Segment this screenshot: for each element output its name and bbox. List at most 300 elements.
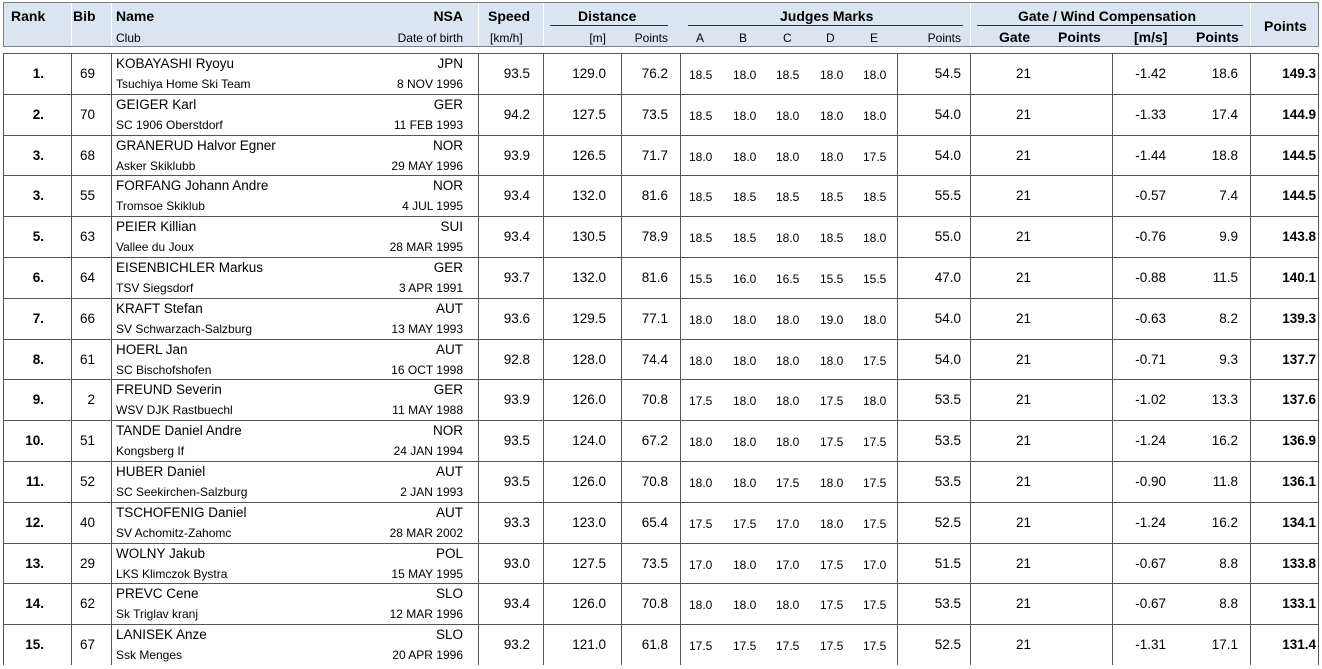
total-points-cell: 133.8 [1282, 555, 1316, 571]
rank-cell: 15. [25, 637, 44, 653]
distance-points-cell: 70.8 [641, 596, 668, 612]
judges-points-cell: 55.0 [934, 229, 961, 245]
table-row [3, 420, 1319, 461]
distance-points-cell: 70.8 [641, 392, 668, 408]
judge-b-mark: 17.5 [733, 639, 757, 654]
judge-d-mark: 18.0 [820, 516, 844, 531]
table-row [3, 461, 1319, 502]
total-points-cell: 134.1 [1282, 514, 1316, 530]
speed-cell: 93.4 [503, 229, 530, 245]
total-points-cell: 144.5 [1282, 188, 1316, 204]
speed-cell: 92.8 [503, 351, 530, 367]
judges-points-cell: 52.5 [934, 514, 961, 530]
speed-cell: 94.2 [503, 106, 530, 122]
bib-cell: 40 [79, 514, 95, 530]
speed-cell: 93.9 [503, 147, 530, 163]
distance-cell: 129.0 [572, 66, 606, 81]
bib-cell: 61 [79, 351, 95, 367]
rank-cell: 7. [32, 310, 44, 326]
bib-cell: 67 [79, 637, 95, 653]
athlete-name: GEIGER Karl [116, 96, 197, 112]
nsa-code: NOR [433, 137, 463, 153]
judge-d-mark: 18.0 [820, 68, 844, 82]
judge-e-mark: 18.5 [863, 190, 887, 205]
judge-c-mark: 17.5 [776, 639, 800, 654]
judge-d-mark: 15.5 [820, 272, 844, 286]
judges-points-cell: 52.5 [934, 637, 961, 653]
table-row [3, 339, 1319, 380]
judge-a-mark: 18.0 [689, 598, 713, 613]
gate-cell: 21 [1016, 514, 1032, 530]
judge-c-mark: 18.0 [776, 394, 800, 409]
table-row [3, 543, 1319, 584]
judge-a-mark: 17.0 [689, 557, 713, 572]
judge-c-mark: 18.0 [776, 312, 800, 327]
judge-a-mark: 18.0 [689, 476, 713, 490]
judge-a-mark: 17.5 [689, 516, 713, 531]
distance-cell: 121.0 [572, 637, 606, 653]
judge-c-mark: 18.0 [776, 435, 800, 450]
gate-cell: 21 [1016, 351, 1032, 367]
wind-cell: -0.57 [1135, 188, 1166, 204]
wind-cell: -1.31 [1135, 637, 1166, 653]
header-wind-unit: [m/s] [1134, 29, 1168, 45]
judge-b-mark: 17.5 [733, 516, 757, 531]
bib-cell: 64 [79, 270, 95, 285]
wind-cell: -1.02 [1135, 392, 1166, 408]
total-points-cell: 144.5 [1282, 147, 1316, 163]
judge-c-mark: 17.0 [776, 557, 800, 572]
nsa-code: SLO [435, 627, 463, 643]
distance-points-cell: 73.5 [641, 555, 668, 571]
rank-cell: 10. [25, 433, 44, 449]
athlete-name: WOLNY Jakub [116, 545, 206, 561]
distance-cell: 124.0 [572, 433, 606, 449]
speed-cell: 93.3 [503, 514, 530, 530]
judges-points-cell: 47.0 [934, 270, 961, 285]
nsa-code: POL [435, 545, 463, 561]
total-points-cell: 139.3 [1282, 310, 1316, 326]
header-wind-points: Points [1196, 29, 1239, 45]
judge-a-mark: 17.5 [689, 639, 713, 654]
rank-cell: 11. [25, 474, 44, 489]
distance-cell: 132.0 [572, 188, 606, 204]
gate-cell: 21 [1016, 66, 1032, 81]
distance-points-cell: 73.5 [641, 106, 668, 122]
header-judge-a: A [696, 31, 705, 45]
distance-cell: 126.0 [572, 596, 606, 612]
date-of-birth: 8 NOV 1996 [396, 77, 463, 91]
nsa-code: JPN [437, 56, 463, 71]
distance-points-cell: 67.2 [641, 433, 668, 449]
distance-points-cell: 61.8 [641, 637, 668, 653]
date-of-birth: 15 MAY 1995 [391, 566, 463, 581]
club-name: Vallee du Joux [116, 240, 194, 255]
date-of-birth: 13 MAY 1993 [391, 321, 463, 336]
athlete-name: FREUND Severin [116, 382, 222, 398]
rank-cell: 2. [32, 106, 44, 122]
distance-cell: 129.5 [572, 310, 606, 326]
table-row [3, 53, 1319, 94]
club-name: WSV DJK Rastbuechl [116, 403, 233, 418]
speed-cell: 93.7 [503, 270, 530, 285]
judge-c-mark: 18.0 [776, 149, 800, 164]
rank-cell: 13. [25, 555, 44, 571]
club-name: Tsuchiya Home Ski Team [116, 77, 251, 91]
header-total-points: Points [1264, 18, 1307, 34]
judge-e-mark: 17.5 [863, 353, 887, 368]
club-name: LKS Klimczok Bystra [116, 566, 228, 581]
header-judges-marks: Judges Marks [780, 8, 874, 24]
speed-cell: 93.4 [503, 188, 530, 204]
date-of-birth: 4 JUL 1995 [402, 199, 463, 214]
judge-b-mark: 18.0 [733, 598, 757, 613]
header-date-of-birth: Date of birth [397, 31, 463, 45]
total-points-cell: 136.9 [1282, 433, 1316, 449]
distance-cell: 127.5 [572, 555, 606, 571]
distance-cell: 130.5 [572, 229, 606, 245]
athlete-name: TSCHOFENIG Daniel [116, 504, 247, 520]
header-distance: Distance [578, 8, 637, 24]
wind-cell: -0.63 [1135, 310, 1166, 326]
gate-cell: 21 [1016, 147, 1032, 163]
judge-a-mark: 18.0 [689, 435, 713, 450]
judge-c-mark: 17.0 [776, 516, 800, 531]
club-name: Sk Triglav kranj [116, 607, 199, 622]
wind-cell: -0.71 [1135, 351, 1166, 367]
judge-e-mark: 17.5 [863, 476, 887, 490]
wind-points-cell: 11.8 [1212, 474, 1238, 489]
judge-c-mark: 16.5 [776, 272, 800, 286]
date-of-birth: 16 OCT 1998 [391, 362, 463, 377]
bib-cell: 68 [79, 147, 95, 163]
wind-cell: -0.90 [1135, 474, 1166, 489]
date-of-birth: 11 MAY 1988 [392, 403, 463, 418]
wind-points-cell: 8.8 [1219, 596, 1238, 612]
gate-cell: 21 [1016, 555, 1032, 571]
club-name: TSV Siegsdorf [116, 281, 194, 295]
nsa-code: GER [433, 96, 463, 112]
wind-points-cell: 18.8 [1211, 147, 1238, 163]
date-of-birth: 3 APR 1991 [398, 281, 463, 295]
wind-cell: -1.44 [1135, 147, 1166, 163]
judge-b-mark: 18.5 [733, 231, 757, 246]
speed-cell: 93.9 [503, 392, 530, 408]
club-name: SV Achomitz-Zahomc [116, 525, 232, 540]
wind-cell: -0.67 [1135, 555, 1166, 571]
speed-cell: 93.0 [503, 555, 530, 571]
judge-b-mark: 16.0 [733, 272, 757, 286]
judge-e-mark: 17.5 [863, 149, 887, 164]
speed-cell: 93.5 [503, 474, 530, 489]
judges-points-cell: 53.5 [934, 474, 961, 489]
judge-e-mark: 18.0 [863, 312, 887, 327]
wind-points-cell: 8.2 [1219, 310, 1238, 326]
rank-cell: 14. [25, 596, 44, 612]
club-name: SC Seekirchen-Salzburg [116, 485, 248, 499]
distance-points-cell: 81.6 [641, 188, 668, 204]
judge-b-mark: 18.0 [733, 108, 757, 123]
distance-cell: 126.0 [572, 392, 606, 408]
gate-cell: 21 [1016, 106, 1032, 122]
judge-d-mark: 17.5 [820, 394, 844, 409]
judge-e-mark: 18.0 [863, 231, 887, 246]
wind-points-cell: 16.2 [1211, 514, 1238, 530]
judge-e-mark: 18.0 [863, 108, 887, 123]
table-row [3, 216, 1319, 257]
judge-c-mark: 18.0 [776, 598, 800, 613]
distance-cell: 123.0 [572, 514, 606, 530]
header-gate-wind-compensation: Gate / Wind Compensation [1018, 8, 1196, 24]
judge-d-mark: 18.5 [820, 190, 844, 205]
nsa-code: GER [433, 382, 463, 398]
table-row [3, 624, 1319, 665]
table-row [3, 583, 1319, 624]
judge-d-mark: 18.0 [820, 108, 844, 123]
judge-a-mark: 18.5 [689, 190, 713, 205]
judge-b-mark: 18.0 [733, 68, 757, 82]
date-of-birth: 2 JAN 1993 [400, 485, 463, 499]
speed-cell: 93.5 [503, 433, 530, 449]
header-speed-unit: [km/h] [490, 31, 523, 45]
wind-points-cell: 16.2 [1211, 433, 1238, 449]
distance-cell: 126.5 [572, 147, 606, 163]
judge-a-mark: 18.0 [689, 353, 713, 368]
nsa-code: AUT [436, 300, 463, 316]
athlete-name: LANISEK Anze [116, 627, 207, 643]
distance-points-cell: 74.4 [641, 351, 668, 367]
total-points-cell: 140.1 [1282, 270, 1316, 285]
judge-d-mark: 18.5 [820, 231, 844, 246]
rank-cell: 3. [32, 188, 44, 204]
nsa-code: SLO [435, 586, 463, 602]
nsa-code: AUT [436, 341, 463, 357]
total-points-cell: 136.1 [1282, 474, 1316, 489]
header-club: Club [116, 31, 141, 45]
judge-d-mark: 18.0 [820, 149, 844, 164]
judges-points-cell: 55.5 [934, 188, 961, 204]
distance-points-cell: 78.9 [641, 229, 668, 245]
judge-d-mark: 18.0 [820, 476, 844, 490]
club-name: Tromsoe Skiklub [116, 199, 205, 214]
athlete-name: KOBAYASHI Ryoyu [116, 56, 235, 71]
header-distance-unit: [m] [589, 31, 606, 45]
distance-cell: 126.0 [572, 474, 606, 489]
athlete-name: HUBER Daniel [116, 464, 206, 479]
bib-cell: 63 [79, 229, 95, 245]
judge-c-mark: 18.0 [776, 231, 800, 246]
wind-cell: -0.88 [1135, 270, 1166, 285]
nsa-code: SUI [440, 219, 463, 235]
club-name: SC Bischofshofen [116, 362, 212, 377]
athlete-name: PREVC Cene [116, 586, 199, 602]
rank-cell: 6. [32, 270, 44, 285]
date-of-birth: 28 MAR 2002 [389, 525, 463, 540]
distance-points-cell: 65.4 [641, 514, 668, 530]
judges-points-cell: 54.0 [934, 106, 961, 122]
judges-points-cell: 51.5 [934, 555, 961, 571]
judge-b-mark: 18.0 [733, 353, 757, 368]
judge-e-mark: 17.5 [863, 598, 887, 613]
distance-points-cell: 76.2 [641, 66, 668, 81]
judge-a-mark: 18.0 [689, 312, 713, 327]
table-row [3, 502, 1319, 543]
judge-c-mark: 18.5 [776, 68, 800, 82]
bib-cell: 62 [79, 596, 95, 612]
judge-a-mark: 18.5 [689, 68, 713, 82]
judge-d-mark: 17.5 [820, 435, 844, 450]
athlete-name: FORFANG Johann Andre [116, 178, 269, 194]
judge-c-mark: 18.0 [776, 353, 800, 368]
table-row [3, 135, 1319, 176]
rank-cell: 8. [32, 351, 44, 367]
distance-points-cell: 71.7 [641, 147, 668, 163]
judge-e-mark: 18.0 [863, 68, 887, 82]
header-judge-b: B [739, 31, 748, 45]
bib-cell: 66 [79, 310, 95, 326]
judge-b-mark: 18.0 [733, 312, 757, 327]
total-points-cell: 137.7 [1282, 351, 1316, 367]
total-points-cell: 144.9 [1282, 106, 1316, 122]
judge-b-mark: 18.5 [733, 190, 757, 205]
speed-cell: 93.2 [503, 637, 530, 653]
table-row [3, 257, 1319, 298]
header-judge-d: D [826, 31, 835, 45]
date-of-birth: 24 JAN 1994 [393, 444, 463, 459]
club-name: Ssk Menges [116, 648, 183, 663]
wind-points-cell: 17.4 [1211, 106, 1238, 122]
header-speed: Speed [488, 8, 531, 24]
nsa-code: AUT [436, 504, 463, 520]
table-row [3, 379, 1319, 420]
distance-points-cell: 81.6 [641, 270, 668, 285]
table-row [3, 94, 1319, 135]
judge-d-mark: 17.5 [820, 598, 844, 613]
speed-cell: 93.6 [503, 310, 530, 326]
gate-cell: 21 [1016, 392, 1032, 408]
distance-points-cell: 70.8 [641, 474, 668, 489]
header-distance-points: Points [634, 31, 668, 45]
athlete-name: HOERL Jan [116, 341, 188, 357]
distance-cell: 127.5 [572, 106, 606, 122]
date-of-birth: 11 FEB 1993 [393, 117, 463, 132]
athlete-name: TANDE Daniel Andre [116, 423, 242, 439]
bib-cell: 51 [79, 433, 95, 449]
wind-cell: -1.33 [1135, 106, 1166, 122]
athlete-name: PEIER Killian [116, 219, 197, 235]
gate-cell: 21 [1016, 637, 1032, 653]
judge-a-mark: 15.5 [689, 272, 713, 286]
header-nsa: NSA [433, 8, 463, 24]
club-name: SC 1906 Oberstdorf [116, 117, 223, 132]
date-of-birth: 12 MAR 1996 [389, 607, 463, 622]
distance-cell: 132.0 [572, 270, 606, 285]
header-judge-c: C [783, 31, 792, 45]
athlete-name: EISENBICHLER Markus [116, 260, 264, 275]
bib-cell: 2 [87, 392, 95, 408]
wind-points-cell: 18.6 [1211, 66, 1238, 81]
speed-cell: 93.4 [503, 596, 530, 612]
gate-cell: 21 [1016, 433, 1032, 449]
judge-e-mark: 17.5 [863, 639, 887, 654]
total-points-cell: 149.3 [1282, 66, 1316, 81]
judges-points-cell: 53.5 [934, 392, 961, 408]
distance-points-cell: 77.1 [641, 310, 668, 326]
gate-cell: 21 [1016, 596, 1032, 612]
distance-cell: 128.0 [572, 351, 606, 367]
judge-e-mark: 18.0 [863, 394, 887, 409]
wind-points-cell: 17.1 [1211, 637, 1238, 653]
total-points-cell: 133.1 [1282, 596, 1316, 612]
wind-points-cell: 8.8 [1219, 555, 1238, 571]
header-rank: Rank [11, 8, 46, 24]
club-name: Kongsberg If [116, 444, 185, 459]
judge-a-mark: 17.5 [689, 394, 713, 409]
judges-points-cell: 54.0 [934, 147, 961, 163]
judge-e-mark: 15.5 [863, 272, 887, 286]
wind-cell: -1.24 [1135, 433, 1166, 449]
rank-cell: 9. [32, 392, 44, 408]
club-name: Asker Skiklubb [116, 158, 196, 173]
bib-cell: 55 [79, 188, 95, 204]
judge-b-mark: 18.0 [733, 557, 757, 572]
date-of-birth: 20 APR 1996 [392, 648, 463, 663]
bib-cell: 29 [79, 555, 95, 571]
bib-cell: 52 [79, 474, 95, 489]
bib-cell: 70 [79, 106, 95, 122]
judge-c-mark: 18.5 [776, 190, 800, 205]
athlete-name: KRAFT Stefan [116, 300, 203, 316]
gate-cell: 21 [1016, 310, 1032, 326]
judge-e-mark: 17.0 [863, 557, 887, 572]
table-row [3, 175, 1319, 216]
judge-d-mark: 19.0 [820, 312, 844, 327]
wind-points-cell: 9.3 [1219, 351, 1238, 367]
header-gate: Gate [999, 29, 1031, 45]
club-name: SV Schwarzach-Salzburg [116, 321, 253, 336]
judge-a-mark: 18.5 [689, 231, 713, 246]
nsa-code: AUT [436, 464, 463, 479]
judges-points-cell: 54.5 [934, 66, 961, 81]
header-judge-e: E [870, 31, 879, 45]
bib-cell: 69 [79, 66, 95, 81]
header-bib: Bib [73, 8, 96, 24]
rank-cell: 1. [32, 66, 44, 81]
judge-d-mark: 17.5 [820, 557, 844, 572]
judge-a-mark: 18.0 [689, 149, 713, 164]
judges-points-cell: 54.0 [934, 351, 961, 367]
judge-d-mark: 18.0 [820, 353, 844, 368]
total-points-cell: 137.6 [1282, 392, 1316, 408]
judges-points-cell: 54.0 [934, 310, 961, 326]
nsa-code: NOR [433, 423, 463, 439]
judge-d-mark: 17.5 [820, 639, 844, 654]
judge-b-mark: 18.0 [733, 476, 757, 490]
wind-points-cell: 7.4 [1219, 188, 1238, 204]
total-points-cell: 143.8 [1282, 229, 1316, 245]
judge-b-mark: 18.0 [733, 394, 757, 409]
athlete-name: GRANERUD Halvor Egner [116, 137, 276, 153]
gate-cell: 21 [1016, 188, 1032, 204]
total-points-cell: 131.4 [1282, 637, 1316, 653]
rank-cell: 5. [32, 229, 44, 245]
nsa-code: GER [433, 260, 463, 275]
judge-b-mark: 18.0 [733, 435, 757, 450]
rank-cell: 3. [32, 147, 44, 163]
wind-points-cell: 13.3 [1211, 392, 1238, 408]
judges-points-cell: 53.5 [934, 596, 961, 612]
date-of-birth: 29 MAY 1996 [391, 158, 463, 173]
